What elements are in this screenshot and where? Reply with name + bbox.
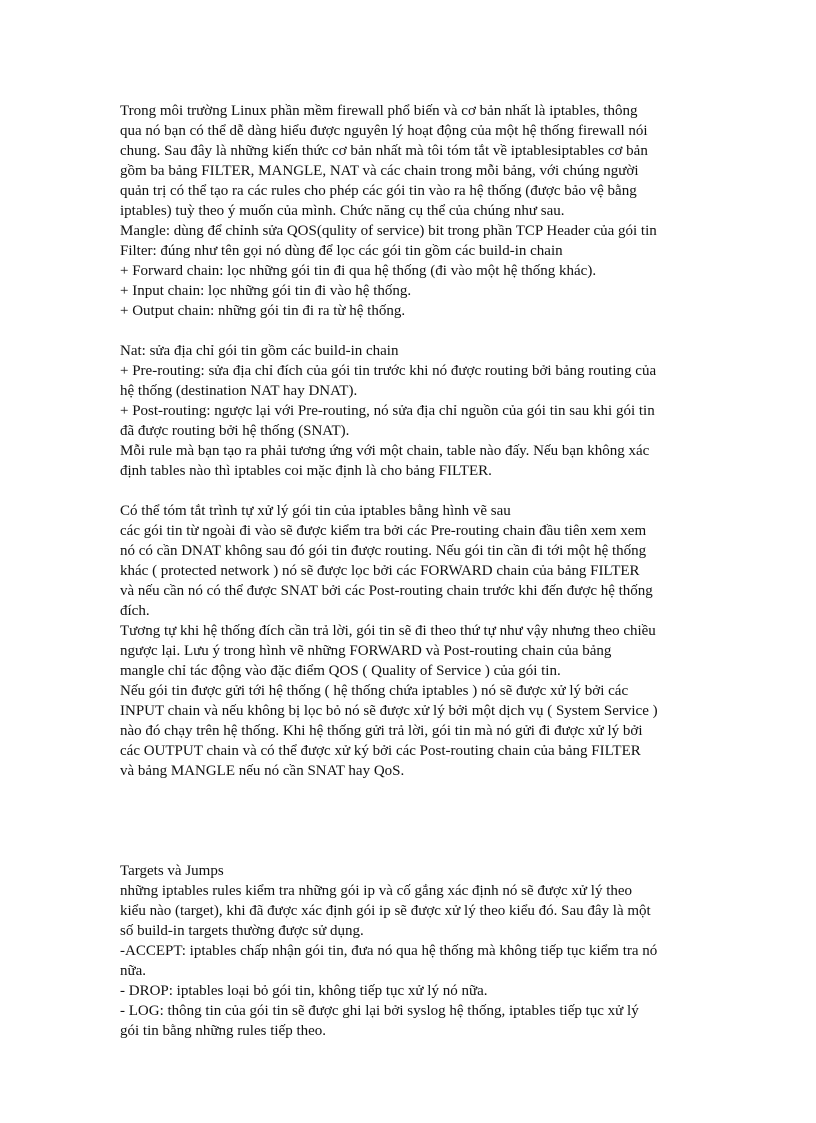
- text-line: Nat: sửa địa chỉ gói tin gồm các build-in chain: [120, 343, 399, 359]
- text-line: iptables) tuỳ theo ý muốn của mình. Chức năng cụ thể của chúng như sau.: [120, 203, 565, 219]
- text-line: định tables nào thì iptables coi mặc định là cho bảng FILTER.: [120, 463, 492, 479]
- text-line: kiểu nào (target), khi đã được xác định gói ip sẽ được xử lý theo kiểu đó. Sau đây là một: [120, 903, 651, 919]
- document-page: [120, 101, 700, 1041]
- targets-section: [120, 861, 700, 1041]
- text-line: Mỗi rule mà bạn tạo ra phải tương ứng với một chain, table nào đấy. Nếu bạn không xác: [120, 443, 650, 459]
- text-line: những iptables rules kiểm tra những gói ip và cố gắng xác định nó sẽ được xử lý theo: [120, 883, 633, 899]
- text-line: các gói tin từ ngoài đi vào sẽ được kiểm tra bởi các Pre-routing chain đầu tiên xem xem: [120, 523, 647, 539]
- text-line: quản trị có thể tạo ra các rules cho phép các gói tin vào ra hệ thống (được bảo vệ bằng: [120, 183, 637, 199]
- text-line: mangle chỉ tác động vào đặc điểm QOS ( Quality of Service ) của gói tin.: [120, 663, 561, 679]
- paragraph-spacer: [120, 321, 700, 341]
- text-line: Có thể tóm tắt trình tự xử lý gói tin của iptables bằng hình vẽ sau: [120, 503, 511, 519]
- flow-section: [120, 501, 700, 781]
- text-line: và nếu cần nó có thể được SNAT bởi các Post-routing chain trước khi đến được hệ thống: [120, 583, 653, 599]
- text-line: Tương tự khi hệ thống đích cần trả lời, gói tin sẽ đi theo thứ tự như vậy nhưng theo chiều: [120, 623, 656, 639]
- text-line: đích.: [120, 603, 150, 619]
- text-line: gói tin bằng những rules tiếp theo.: [120, 1023, 327, 1039]
- text-line: đã được routing bởi hệ thống (SNAT).: [120, 423, 350, 439]
- text-line: + Post-routing: ngược lại với Pre-routing, nó sửa địa chỉ nguồn của gói tin sau khi gói tin: [120, 403, 655, 419]
- text-line: Filter: đúng như tên gọi nó dùng để lọc các gói tin gồm các build-in chain: [120, 243, 563, 259]
- text-line: gồm ba bảng FILTER, MANGLE, NAT và các chain trong mỗi bảng, với chúng người: [120, 163, 639, 179]
- text-line: + Pre-routing: sửa địa chỉ đích của gói tin trước khi nó được routing bởi bảng routing của: [120, 363, 657, 379]
- text-line: số build-in targets thường được sử dụng.: [120, 923, 364, 939]
- paragraph-spacer: [120, 481, 700, 501]
- intro-section: [120, 101, 700, 321]
- text-line: nó có cần DNAT không sau đó gói tin được routing. Nếu gói tin cần đi tới một hệ thống: [120, 543, 647, 559]
- text-line: Mangle: dùng để chỉnh sửa QOS(qulity of service) bit trong phần TCP Header của gói tin: [120, 223, 657, 239]
- section-heading: Targets và Jumps: [120, 863, 224, 879]
- text-line: + Input chain: lọc những gói tin đi vào hệ thống.: [120, 283, 412, 299]
- text-line: Nếu gói tin được gửi tới hệ thống ( hệ thống chứa iptables ) nó sẽ được xử lý bởi các: [120, 683, 629, 699]
- text-line: khác ( protected network ) nó sẽ được lọc bởi các FORWARD chain của bảng FILTER: [120, 563, 640, 579]
- text-line: -ACCEPT: iptables chấp nhận gói tin, đưa nó qua hệ thống mà không tiếp tục kiểm tra nó: [120, 943, 658, 959]
- text-line: nữa.: [120, 963, 147, 979]
- text-line: qua nó bạn có thể dễ dàng hiểu được nguyên lý hoạt động của một hệ thống firewall nói: [120, 123, 648, 139]
- text-line: - DROP: iptables loại bỏ gói tin, không tiếp tục xử lý nó nữa.: [120, 983, 488, 999]
- text-line: và bảng MANGLE nếu nó cần SNAT hay QoS.: [120, 763, 405, 779]
- section-spacer: [120, 781, 700, 861]
- text-line: - LOG: thông tin của gói tin sẽ được ghi lại bởi syslog hệ thống, iptables tiếp tục xử lý: [120, 1003, 639, 1019]
- text-line: hệ thống (destination NAT hay DNAT).: [120, 383, 358, 399]
- text-line: Trong môi trường Linux phần mềm firewall phổ biến và cơ bản nhất là iptables, thông: [120, 103, 638, 119]
- text-line: nào đó chạy trên hệ thống. Khi hệ thống gửi trả lời, gói tin mà nó gửi đi được xử lý bởi: [120, 723, 643, 739]
- text-line: + Forward chain: lọc những gói tin đi qua hệ thống (đi vào một hệ thống khác).: [120, 263, 597, 279]
- text-line: các OUTPUT chain và có thể được xử ký bởi các Post-routing chain của bảng FILTER: [120, 743, 641, 759]
- nat-section: [120, 341, 700, 481]
- text-line: INPUT chain và nếu không bị lọc bỏ nó sẽ được xử lý bởi một dịch vụ ( System Service ): [120, 703, 658, 719]
- text-line: ngược lại. Lưu ý trong hình vẽ những FORWARD và Post-routing chain của bảng: [120, 643, 612, 659]
- text-line: + Output chain: những gói tin đi ra từ hệ thống.: [120, 303, 406, 319]
- text-line: chung. Sau đây là những kiến thức cơ bản nhất mà tôi tóm tắt về iptablesiptables cơ bản: [120, 143, 648, 159]
